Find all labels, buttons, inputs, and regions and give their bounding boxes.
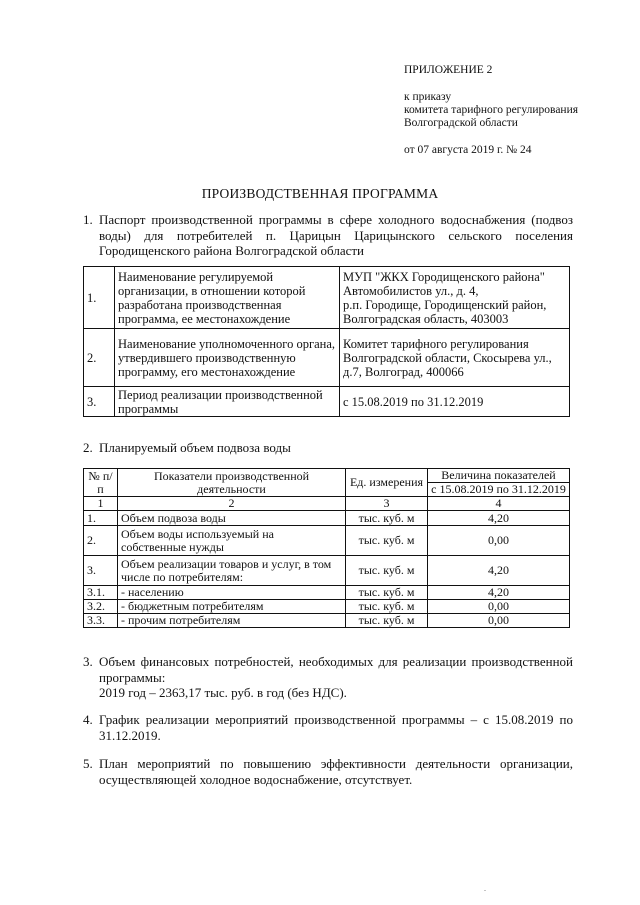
value-line: Автомобилистов ул., д. 4,	[343, 283, 479, 298]
passport-row-number: 1.	[84, 267, 115, 329]
row-unit: тыс. куб. м	[346, 526, 428, 556]
table-row	[84, 526, 570, 556]
value-line: Волгоградская область, 403003	[343, 311, 509, 326]
appendix-label: ПРИЛОЖЕНИЕ 2	[404, 64, 493, 76]
section-2	[83, 440, 573, 456]
row-unit: тыс. куб. м	[346, 600, 428, 614]
col-header-unit: Ед. измерения	[346, 469, 428, 497]
row-value: 4,20	[428, 556, 570, 586]
value-line: МУП "ЖКХ Городищенского района"	[343, 269, 545, 284]
passport-row-value	[340, 267, 570, 329]
index-cell: 2	[118, 497, 346, 511]
table-row	[84, 556, 570, 586]
row-value: 4,20	[428, 511, 570, 526]
col-header-indicator: Показатели производственной деятельности	[118, 469, 346, 497]
value-line: Комитет тарифного регулирования	[343, 336, 529, 351]
passport-row-value	[340, 329, 570, 387]
passport-row	[84, 267, 570, 329]
section-1-number: 1.	[83, 212, 93, 227]
row-number: 3.	[84, 556, 118, 586]
passport-row-label: Наименование уполномоченного органа, утвердившего производственную программу, его местонахождение	[115, 329, 340, 387]
row-indicator: - населению	[118, 586, 346, 600]
section-3-text: Объем финансовых потребностей, необходимых для реализации производственной программы:	[99, 654, 573, 685]
section-5-number: 5.	[83, 756, 93, 771]
row-value: 0,00	[428, 614, 570, 628]
col-header-number: № п/п	[84, 469, 118, 497]
row-unit: тыс. куб. м	[346, 586, 428, 600]
col-header-value: Величина показателей	[428, 469, 570, 483]
section-5-text: План мероприятий по повышению эффективности деятельности организации, осуществляющей холодное водоснабжение, отсутствует.	[99, 756, 573, 787]
section-1	[83, 212, 573, 259]
section-5	[83, 756, 573, 787]
section-3	[83, 654, 573, 701]
table-row	[84, 614, 570, 628]
section-4	[83, 712, 573, 743]
section-2-text: Планируемый объем подвоза воды	[99, 440, 291, 455]
passport-row-number: 3.	[84, 387, 115, 417]
row-value: 4,20	[428, 586, 570, 600]
order-line-3: Волгоградской области	[404, 117, 518, 129]
passport-row-label: Наименование регулируемой организации, в отношении которой разработана производственная программа, ее местонахождение	[115, 267, 340, 329]
passport-row	[84, 387, 570, 417]
section-3-number: 3.	[83, 654, 93, 669]
row-number: 3.1.	[84, 586, 118, 600]
row-indicator: Объем реализации товаров и услуг, в том числе по потребителям:	[118, 556, 346, 586]
section-2-number: 2.	[83, 440, 93, 455]
row-indicator: Объем воды используемый на собственные нужды	[118, 526, 346, 556]
section-1-text: Паспорт производственной программы в сфере холодного водоснабжения (подвоз воды) для потребителей п. Царицын Царицынского сельского поселения Городищенского района Волгоградской области	[99, 212, 573, 258]
index-cell: 4	[428, 497, 570, 511]
row-value: 0,00	[428, 600, 570, 614]
table-row	[84, 600, 570, 614]
row-indicator: Объем подвоза воды	[118, 511, 346, 526]
row-unit: тыс. куб. м	[346, 614, 428, 628]
passport-row-label: Период реализации производственной программы	[115, 387, 340, 417]
footer-mark: .	[484, 884, 486, 893]
value-line: д.7, Волгоград, 400066	[343, 364, 464, 379]
value-line: с 15.08.2019 по 31.12.2019	[343, 394, 484, 409]
passport-row-number: 2.	[84, 329, 115, 387]
row-indicator: - бюджетным потребителям	[118, 600, 346, 614]
row-unit: тыс. куб. м	[346, 556, 428, 586]
order-line-2: комитета тарифного регулирования	[404, 104, 579, 116]
section-4-number: 4.	[83, 712, 93, 727]
row-number: 1.	[84, 511, 118, 526]
col-header-period: с 15.08.2019 по 31.12.2019	[428, 483, 570, 497]
index-cell: 3	[346, 497, 428, 511]
table-row	[84, 511, 570, 526]
row-indicator: - прочим потребителям	[118, 614, 346, 628]
passport-row	[84, 329, 570, 387]
index-cell: 1	[84, 497, 118, 511]
passport-table	[83, 266, 570, 417]
section-3-amount: 2019 год – 2363,17 тыс. руб. в год (без НДС).	[99, 685, 347, 700]
order-date: от 07 августа 2019 г. № 24	[404, 144, 532, 156]
order-line-1: к приказу	[404, 91, 452, 103]
row-unit: тыс. куб. м	[346, 511, 428, 526]
water-volume-table	[83, 468, 570, 628]
value-line: р.п. Городище, Городищенский район,	[343, 297, 547, 312]
row-number: 3.3.	[84, 614, 118, 628]
table-row	[84, 586, 570, 600]
passport-row-value	[340, 387, 570, 417]
table-header-row	[84, 469, 570, 483]
row-value: 0,00	[428, 526, 570, 556]
document-title: ПРОИЗВОДСТВЕННАЯ ПРОГРАММА	[201, 186, 439, 201]
row-number: 2.	[84, 526, 118, 556]
section-4-text: График реализации мероприятий производственной программы – с 15.08.2019 по 31.12.2019.	[99, 712, 573, 743]
row-number: 3.2.	[84, 600, 118, 614]
table-index-row	[84, 497, 570, 511]
value-line: Волгоградской области, Скосырева ул.,	[343, 350, 552, 365]
